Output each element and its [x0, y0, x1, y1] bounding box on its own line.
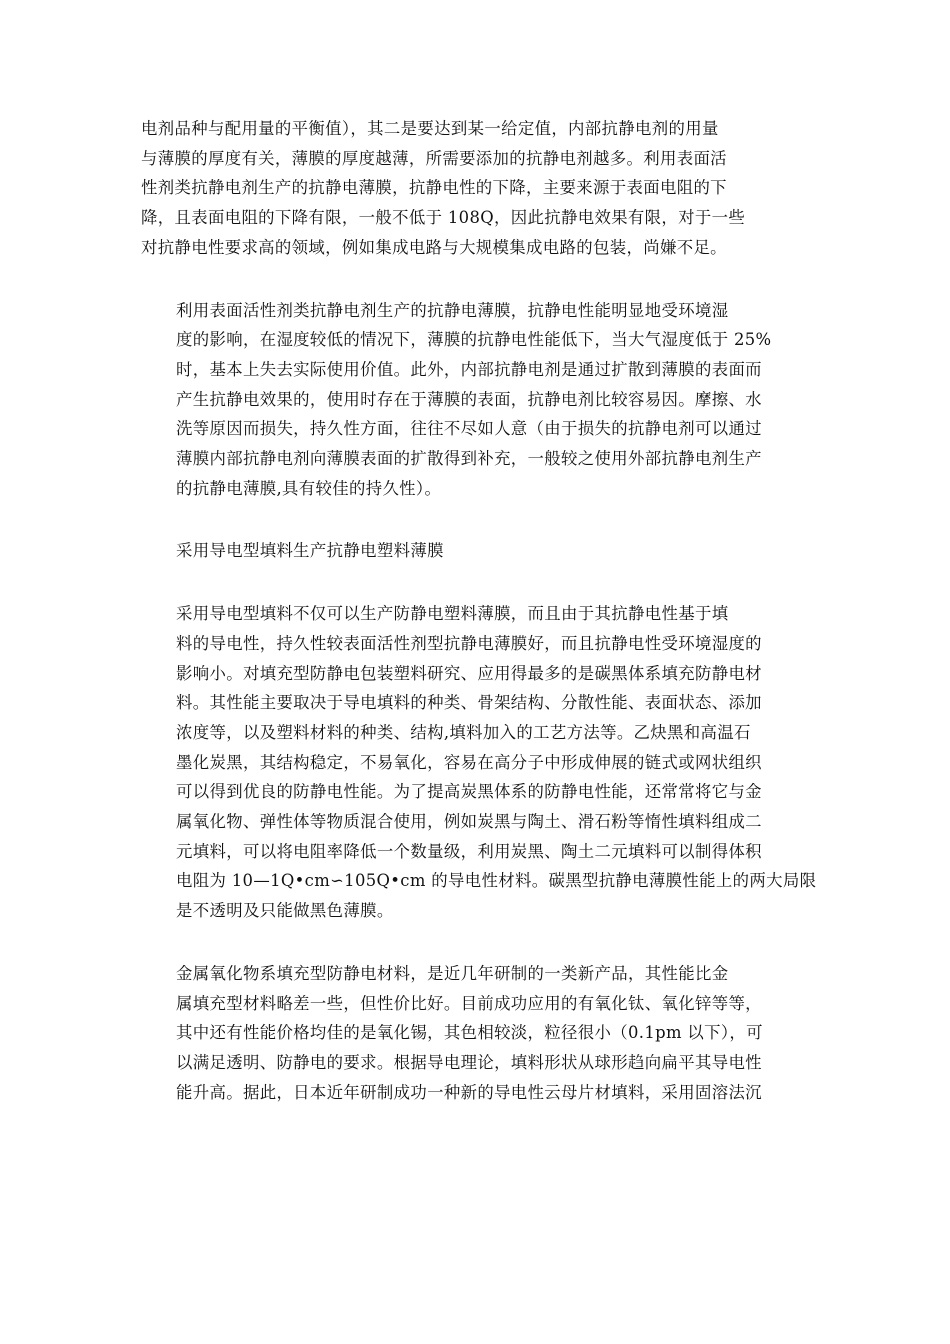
paragraph-1: [141, 114, 817, 263]
text-line: 是不透明及只能做黑色薄膜。: [176, 901, 394, 921]
paragraph-2: [141, 296, 817, 504]
text-line: 利用表面活性剂类抗静电剂生产的抗静电薄膜，抗静电性能明显地受环境湿: [176, 300, 729, 320]
text-line: 性剂类抗静电剂生产的抗静电薄膜，抗静电性的下降，主要来源于表面电阻的下: [141, 178, 727, 198]
text-line: 薄膜内部抗静电剂向薄膜表面的扩散得到补充，一般较之使用外部抗静电剂生产: [176, 449, 762, 469]
text-line: 元填料，可以将电阻率降低一个数量级，利用炭黑、陶土二元填料可以制得体积: [176, 841, 762, 861]
text-line: 电阻为 10—1Q•cm∽105Q•cm 的导电性材料。碳黑型抗静电薄膜性能上的两大局限: [176, 871, 817, 891]
text-line: 采用导电型填料不仅可以生产防静电塑料薄膜，而且由于其抗静电性基于填: [176, 604, 729, 624]
text-line: 降，且表面电阻的下降有限，一般不低于 108Q，因此抗静电效果有限，对于一些: [141, 208, 746, 228]
text-line: 能升高。据此，日本近年研制成功一种新的导电性云母片材填料，采用固溶法沉: [176, 1082, 762, 1102]
text-line: 与薄膜的厚度有关，薄膜的厚度越薄，所需要添加的抗静电剂越多。利用表面活: [141, 148, 727, 168]
text-line: 对抗静电性要求高的领域，例如集成电路与大规模集成电路的包装，尚嫌不足。: [141, 237, 727, 257]
text-line: 料的导电性，持久性较表面活性剂型抗静电薄膜好，而且抗静电性受环境湿度的: [176, 633, 762, 653]
text-line: 时，基本上失去实际使用价值。此外，内部抗静电剂是通过扩散到薄膜的表面而: [176, 359, 762, 379]
text-line: 其中还有性能价格均佳的是氧化锡，其色相较淡，粒径很小（0.1pm 以下），可: [176, 1023, 763, 1043]
text-line: 料。其性能主要取决于导电填料的种类、骨架结构、分散性能、表面状态、添加: [176, 693, 762, 713]
paragraph-3: [141, 599, 817, 926]
text-line: 属填充型材料略差一些，但性价比好。目前成功应用的有氧化钛、氧化锌等等，: [176, 993, 762, 1013]
text-line: 以满足透明、防静电的要求。根据导电理论，填料形状从球形趋向扁平其导电性: [176, 1052, 762, 1072]
document-body: [141, 114, 817, 1140]
text-line: 度的影响，在湿度较低的情况下，薄膜的抗静电性能低下，当大气湿度低于 25%: [176, 330, 772, 350]
text-line: 产生抗静电效果的，使用时存在于薄膜的表面，抗静电剂比较容易因。摩擦、水: [176, 389, 762, 409]
text-line: 金属氧化物系填充型防静电材料，是近几年研制的一类新产品，其性能比金: [176, 963, 729, 983]
text-line: 影响小。对填充型防静电包装塑料研究、应用得最多的是碳黑体系填充防静电材: [176, 663, 762, 683]
text-line: 的抗静电薄膜,具有较佳的持久性）。: [176, 478, 442, 498]
section-heading: [141, 536, 817, 566]
text-line: 可以得到优良的防静电性能。为了提高炭黑体系的防静电性能，还常常将它与金: [176, 782, 762, 802]
paragraph-4: [141, 959, 817, 1108]
text-line: 浓度等，以及塑料材料的种类、结构,填料加入的工艺方法等。乙炔黑和高温石: [176, 722, 751, 742]
heading-text: 采用导电型填料生产抗静电塑料薄膜: [176, 541, 444, 561]
text-line: 电剂品种与配用量的平衡值），其二是要达到某一给定值，内部抗静电剂的用量: [141, 119, 719, 138]
text-line: 洗等原因而损失，持久性方面，往往不尽如人意（由于损失的抗静电剂可以通过: [176, 419, 762, 439]
text-line: 墨化炭黑，其结构稳定，不易氧化，容易在高分子中形成伸展的链式或网状组织: [176, 752, 762, 772]
text-line: 属氧化物、弹性体等物质混合使用，例如炭黑与陶土、滑石粉等惰性填料组成二: [176, 812, 762, 832]
